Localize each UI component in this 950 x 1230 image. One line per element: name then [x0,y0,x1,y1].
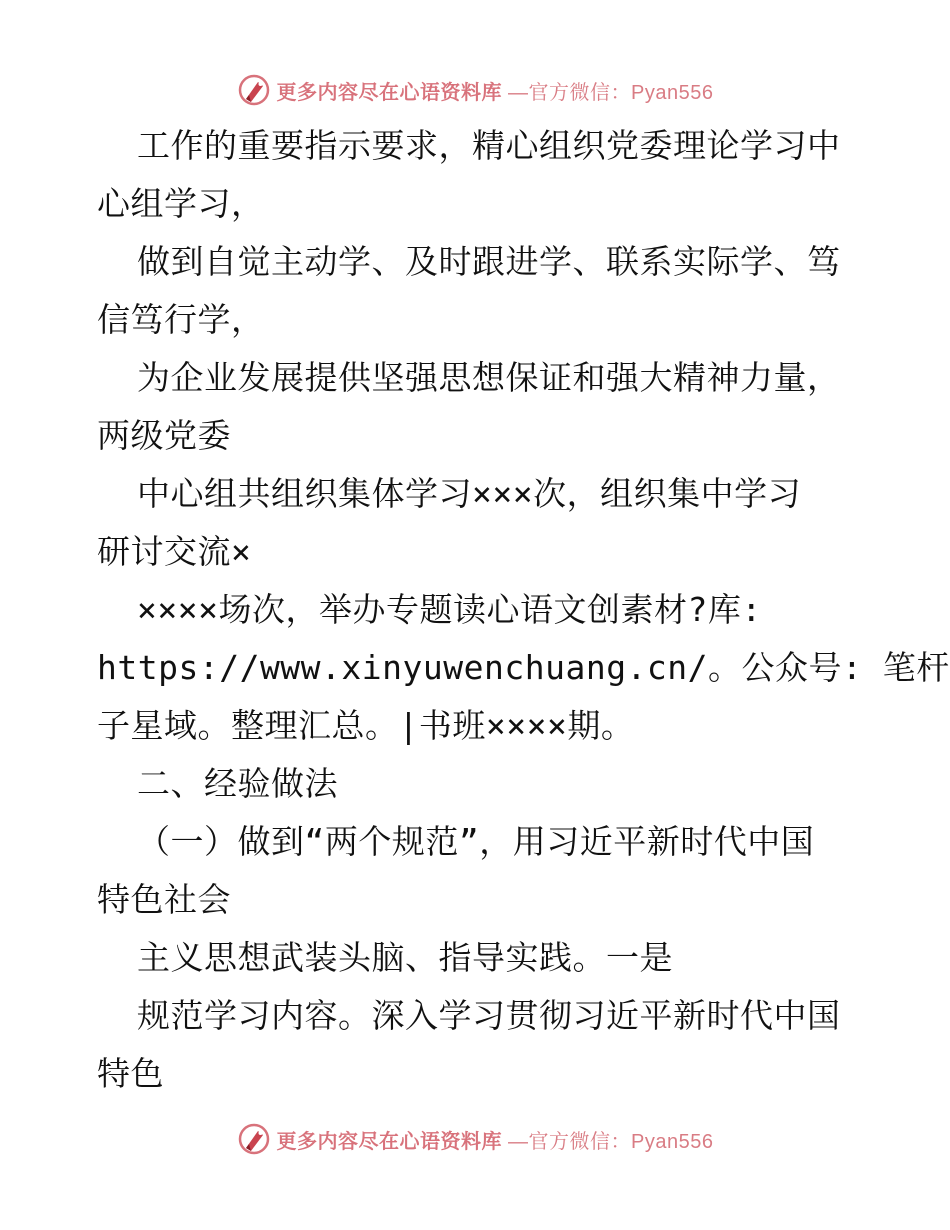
watermark-brand-text: 更多内容尽在心语资料库 [276,1128,503,1153]
pen-logo-icon [237,1122,271,1156]
text-line: 工作的重要指示要求，精心组织党委理论学习中 [137,126,841,165]
text-line: 中心组共组织集体学习×××次，组织集中学习 [137,474,802,513]
text-line: 子星域。整理汇总。|书班××××期。 [97,706,635,745]
text-line: 心组学习， [97,184,265,223]
text-line: ××××场次，举办专题读心语文创素材?库: [137,590,762,629]
text-line: 特色社会 [97,880,231,919]
text-line: 两级党委 [97,416,231,455]
document-body [97,117,950,1103]
section-heading: 二、经验做法 [137,764,338,803]
text-line: https://www.xinyuwenchuang.cn/。公众号: 笔杆 [97,648,950,687]
text-line: 为企业发展提供坚强思想保证和强大精神力量， [137,358,841,397]
text-line: 特色 [97,1054,164,1093]
subsection-heading: （一）做到“两个规范”，用习近平新时代中国 [137,822,815,861]
text-line: 规范学习内容。深入学习贯彻习近平新时代中国 [137,996,841,1035]
header-watermark-banner [0,70,950,110]
footer-watermark-banner [0,1119,950,1159]
text-line: 做到自觉主动学、及时跟进学、联系实际学、笃 [137,242,841,281]
watermark-brand-text: 更多内容尽在心语资料库 [276,79,503,104]
text-line: 主义思想武装头脑、指导实践。一是 [137,938,673,977]
watermark-contact-text: —官方微信：Pyan556 [508,1130,714,1153]
text-line: 信笃行学， [97,300,265,339]
watermark-contact-text: —官方微信：Pyan556 [508,81,714,104]
text-line: 研讨交流× [97,532,252,571]
pen-logo-icon [237,73,271,107]
